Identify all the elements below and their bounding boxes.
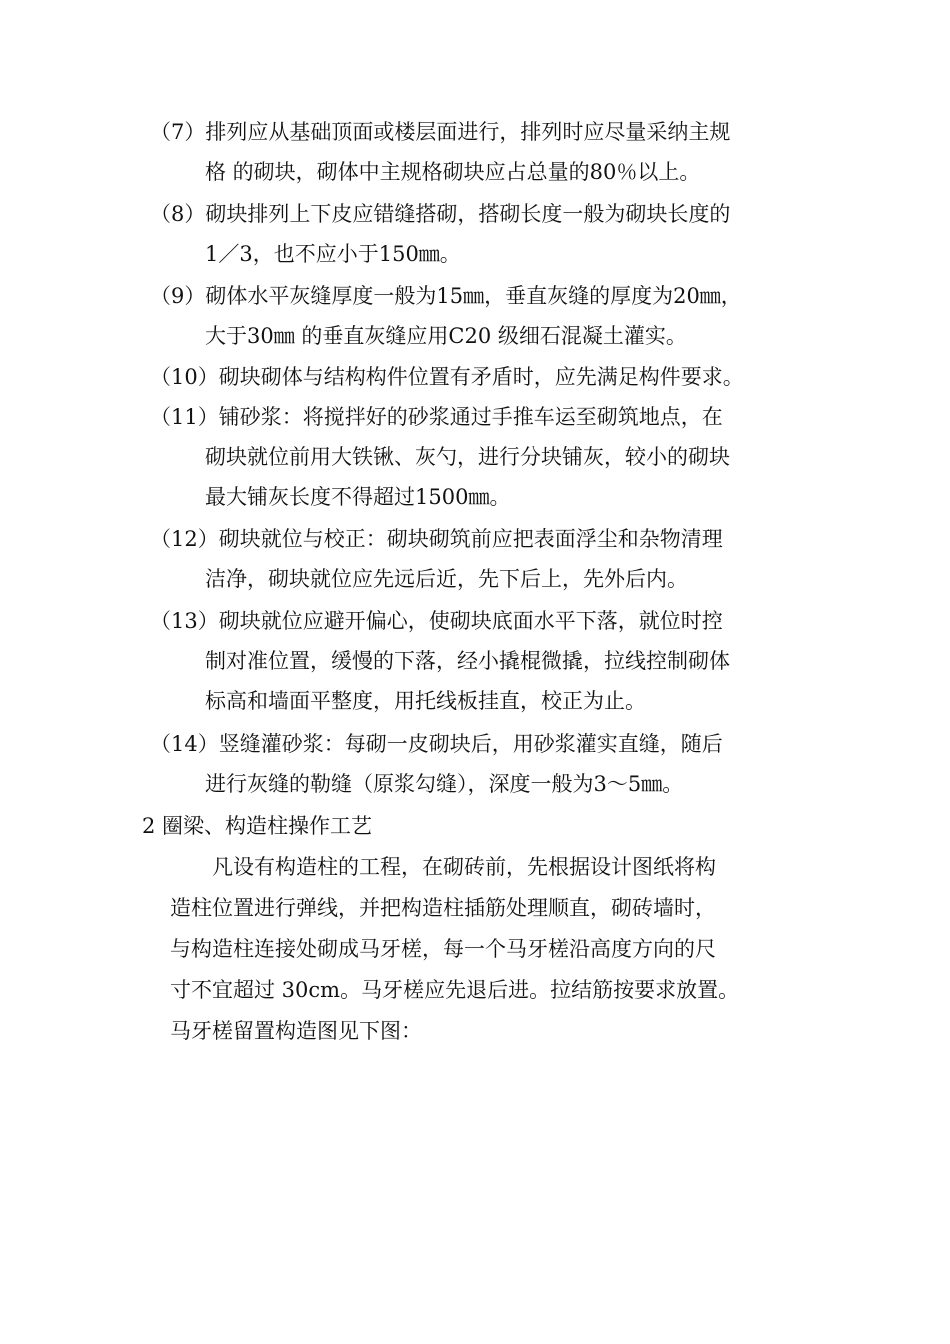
item-line: 大于30㎜ 的垂直灰缝应用C20 级细石混凝土灌实。 <box>205 324 687 348</box>
item-line: （11）铺砂浆：将搅拌好的砂浆通过手推车运至砌筑地点，在 <box>150 405 723 429</box>
item-line: 标高和墙面平整度，用托线板挂直，校正为止。 <box>205 689 646 713</box>
item-line: 洁净，砌块就位应先远后近，先下后上，先外后内。 <box>205 567 688 591</box>
item-line: （9）砌体水平灰缝厚度一般为15㎜，垂直灰缝的厚度为20㎜， <box>150 284 742 308</box>
item-line: （7）排列应从基础顶面或楼层面进行，排列时应尽量采纳主规 <box>150 120 731 144</box>
item-line: 最大铺灰长度不得超过1500㎜。 <box>205 485 511 509</box>
list-item-10 <box>150 357 810 397</box>
section-heading: 2 圈梁、构造柱操作工艺 <box>142 814 373 838</box>
item-line: 格 的砌块，砌体中主规格砌块应占总量的80％以上。 <box>205 160 701 184</box>
item-line: 砌块就位前用大铁锹、灰勺，进行分块铺灰，较小的砌块 <box>205 445 730 469</box>
paragraph-line: 寸不宜超过 30cm。马牙槎应先退后进。拉结筋按要求放置。 <box>170 978 740 1002</box>
item-line: （8）砌块排列上下皮应错缝搭砌，搭砌长度一般为砌块长度的 <box>150 202 731 226</box>
item-line: 1／3，也不应小于150㎜。 <box>205 242 461 266</box>
item-line: 进行灰缝的勒缝（原浆勾缝），深度一般为3～5㎜。 <box>205 772 684 796</box>
list-item-7 <box>150 112 810 192</box>
paragraph-line: 马牙槎留置构造图见下图： <box>170 1019 422 1043</box>
list-item-13 <box>150 601 810 721</box>
item-line: 制对准位置，缓慢的下落，经小撬棍微撬，拉线控制砌体 <box>205 649 730 673</box>
paragraph-line: 造柱位置进行弹线，并把构造柱插筋处理顺直，砌砖墙时， <box>170 896 716 920</box>
list-item-8 <box>150 194 810 274</box>
item-line: （12）砌块就位与校正：砌块砌筑前应把表面浮尘和杂物清理 <box>150 527 723 551</box>
item-line: （13）砌块就位应避开偏心，使砌块底面水平下落，就位时控 <box>150 609 723 633</box>
item-line: （14）竖缝灌砂浆：每砌一皮砌块后，用砂浆灌实直缝，随后 <box>150 732 723 756</box>
list-item-14 <box>150 724 810 804</box>
paragraph-line: 与构造柱连接处砌成马牙槎，每一个马牙槎沿高度方向的尺 <box>170 937 716 961</box>
item-line: （10）砌块砌体与结构构件位置有矛盾时，应先满足构件要求。 <box>150 365 744 389</box>
list-item-11 <box>150 397 810 517</box>
list-item-12 <box>150 519 810 599</box>
section-paragraph <box>170 847 810 1052</box>
paragraph-line: 凡设有构造柱的工程，在砌砖前，先根据设计图纸将构 <box>212 855 716 879</box>
list-item-9 <box>150 276 810 356</box>
